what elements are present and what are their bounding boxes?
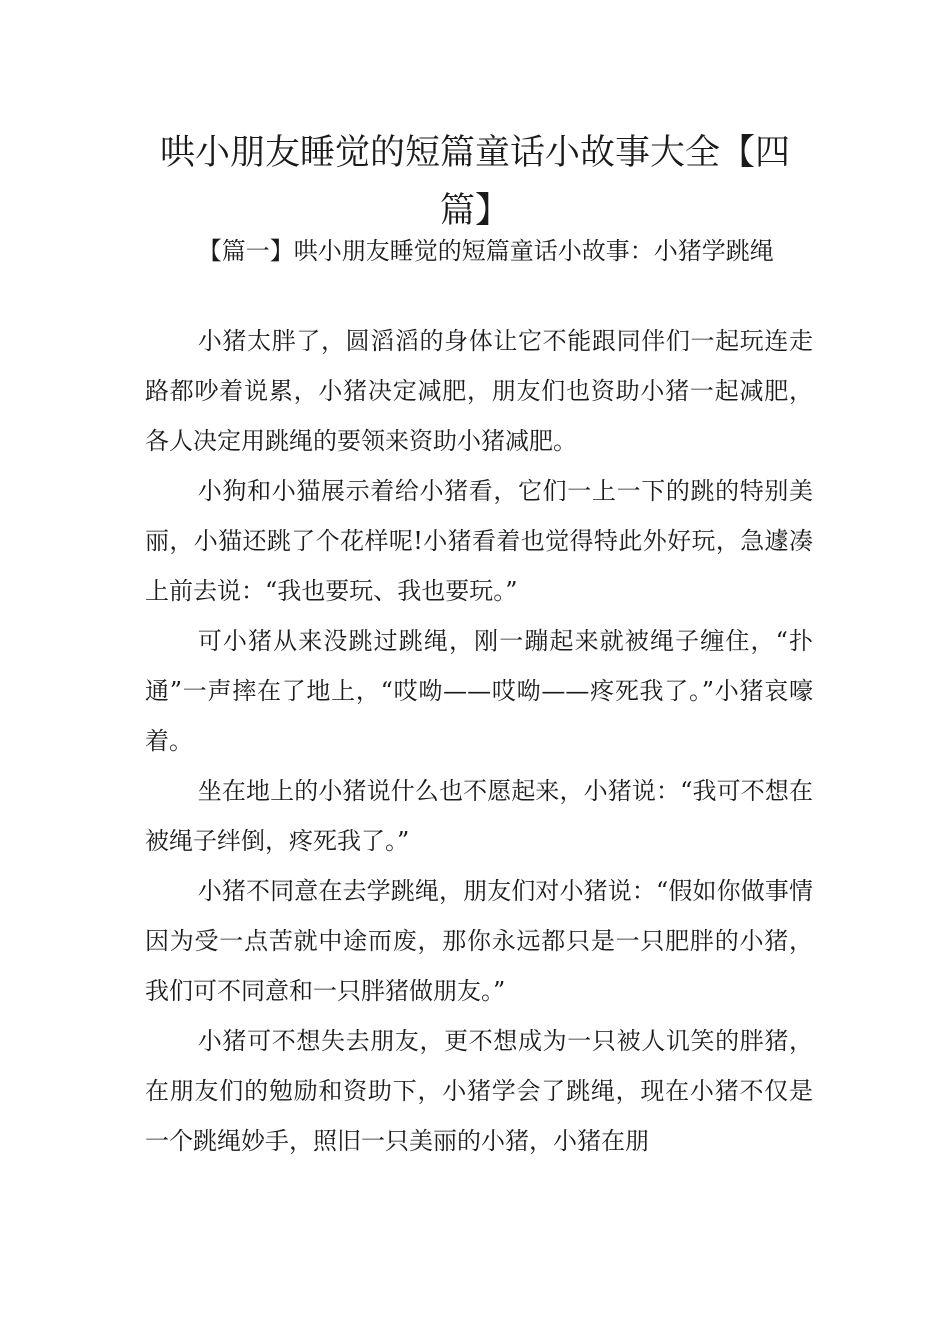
section-heading: 【篇一】哄小朋友睡觉的短篇童话小故事：小猪学跳绳	[197, 237, 774, 265]
paragraph-2: 小狗和小猫展示着给小猪看，它们一上一下的跳的特别美丽，小猫还跳了个花样呢!小猪看着也觉得特此外好玩，急遽凑上前去说：“我也要玩、我也要玩。”	[145, 477, 813, 605]
paragraph-3: 可小猪从来没跳过跳绳，刚一蹦起来就被绳子缠住，“扑通”一声摔在了地上，“哎呦——哎呦——疼死我了。”小猪哀嚎着。	[145, 627, 813, 755]
document-title: 哄小朋友睡觉的短篇童话小故事大全【四篇】	[159, 133, 790, 231]
paragraph-6: 小猪可不想失去朋友，更不想成为一只被人讥笑的胖猪，在朋友们的勉励和资助下，小猪学会了跳绳，现在小猪不仅是一个跳绳妙手，照旧一只美丽的小猪，小猪在朋	[145, 1027, 813, 1155]
paragraph-1: 小猪太胖了，圆滔滔的身体让它不能跟同伴们一起玩连走路都吵着说累，小猪决定减肥，朋友们也资助小猪一起减肥，各人决定用跳绳的要领来资助小猪减肥。	[145, 327, 813, 455]
paragraph-4: 坐在地上的小猪说什么也不愿起来，小猪说：“我可不想在被绳子绊倒，疼死我了。”	[145, 777, 813, 855]
document-body	[145, 226, 813, 1166]
paragraph-5: 小猪不同意在去学跳绳，朋友们对小猪说：“假如你做事情因为受一点苦就中途而废，那你永远都只是一只肥胖的小猪，我们可不同意和一只胖猪做朋友。”	[145, 877, 813, 1005]
